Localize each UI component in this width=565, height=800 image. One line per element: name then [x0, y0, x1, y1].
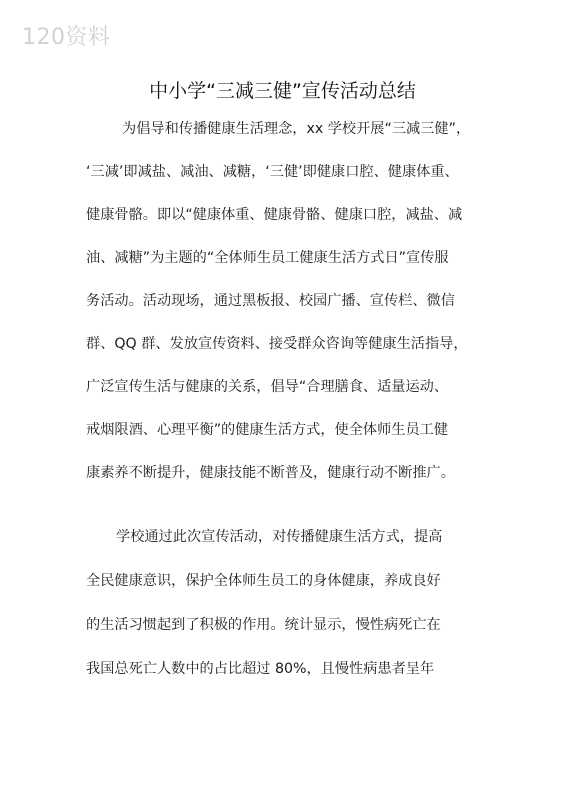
text-line: 健康骨骼。即以“健康体重、健康骨骼、健康口腔，减盐、减 [86, 207, 463, 223]
text-line: 康素养不断提升，健康技能不断普及，健康行动不断推广。 [86, 465, 455, 481]
text-line: 为倡导和传播健康生活理念，xx 学校开展“三减三健”， [122, 121, 471, 137]
text-line: 群、QQ 群、发放宣传资料、接受群众咨询等健康生活指导， [86, 336, 468, 352]
text-line: 务活动。活动现场，通过黑板报、校园广播、宣传栏、微信 [86, 293, 455, 309]
paragraph-1 [86, 118, 496, 498]
document-title: 中小学“三减三健”宣传活动总结 [149, 80, 416, 102]
watermark: 120资料 [22, 25, 111, 50]
text-line: 全民健康意识，保护全体师生员工的身体健康，养成良好 [86, 573, 441, 589]
text-line: 油、减糖”为主题的“全体师生员工健康生活方式日”宣传服 [86, 250, 449, 266]
text-line: 学校通过此次宣传活动，对传播健康生活方式，提高 [116, 529, 443, 545]
text-line: 戒烟限酒、心理平衡”的健康生活方式，使全体师生员工健 [86, 422, 449, 438]
text-line: ‘三减’即减盐、减油、减糖，‘三健’即健康口腔、健康体重、 [86, 164, 459, 180]
text-line: 广泛宣传生活与健康的关系，倡导“合理膳食、适量运动、 [86, 379, 449, 395]
text-line: 我国总死亡人数中的占比超过 80%，且慢性病患者呈年 [86, 661, 435, 677]
paragraph-2 [86, 526, 496, 696]
text-line: 的生活习惯起到了积极的作用。统计显示，慢性病死亡在 [86, 617, 441, 633]
